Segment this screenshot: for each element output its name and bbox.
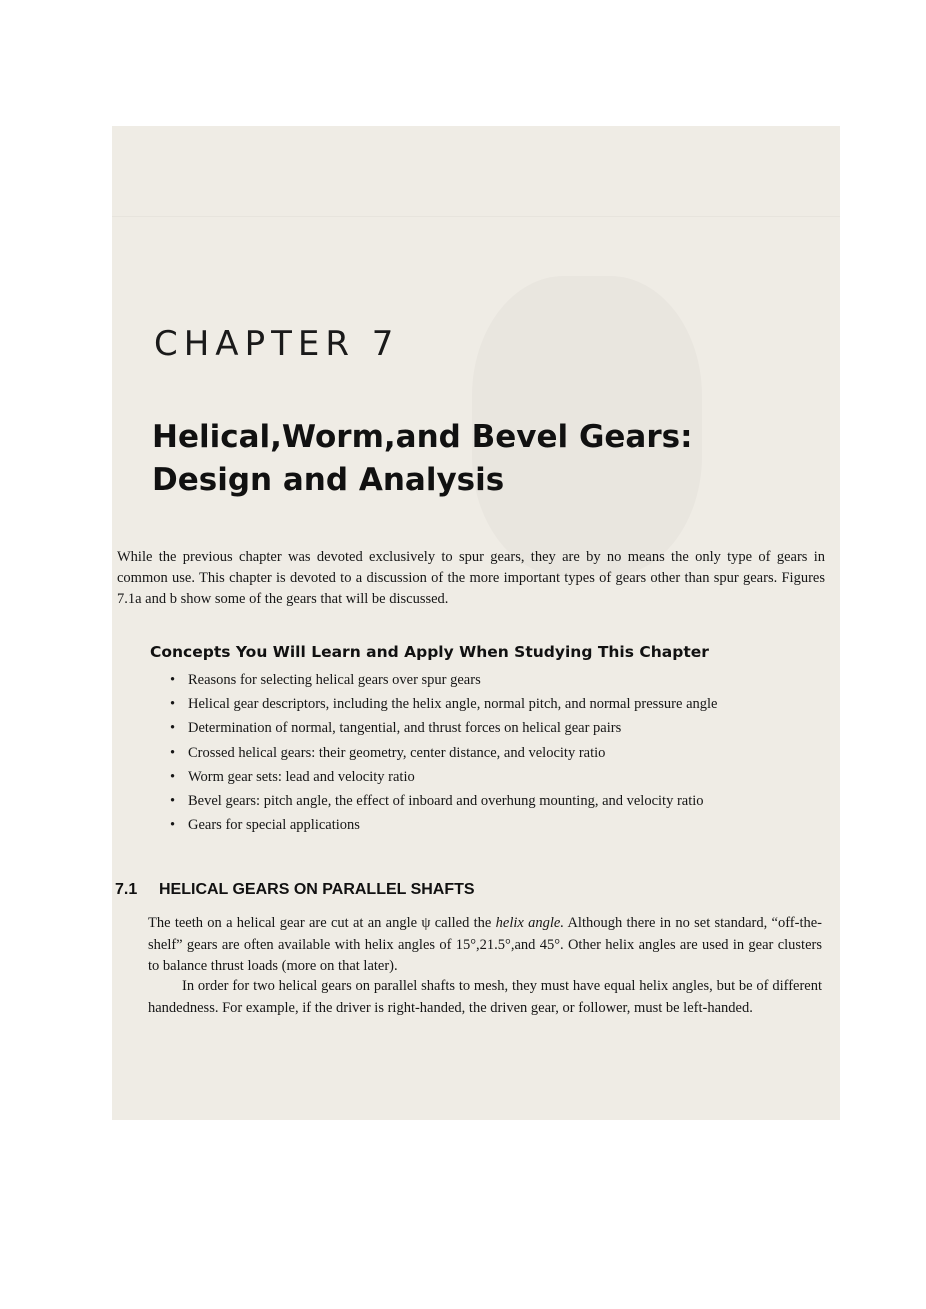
bullet-icon: • <box>170 817 176 834</box>
concepts-list <box>170 670 717 839</box>
chapter-title-line-1: Helical,Worm,and Bevel Gears: <box>152 419 693 455</box>
list-item-text: Gears for special applications <box>188 817 360 834</box>
list-item <box>170 743 717 767</box>
section-paragraph-1 <box>148 913 822 978</box>
bullet-icon: • <box>170 744 176 761</box>
section-title: HELICAL GEARS ON PARALLEL SHAFTS <box>159 881 475 898</box>
list-item-text: Determination of normal, tangential, and thrust forces on helical gear pairs <box>188 720 622 737</box>
paragraph-text: The teeth on a helical gear are cut at an angle ψ called the <box>148 915 496 931</box>
concepts-heading: Concepts You Will Learn and Apply When Studying This Chapter <box>150 643 709 661</box>
bullet-icon: • <box>170 696 176 713</box>
paragraph-text: Although there in no set standard, “off-the-shelf” gears are often available with helix angles of 15°,21.5°,and 45°. Other helix angles are used in gear clusters to balance thrust loads (more on that later). <box>148 915 822 974</box>
bullet-icon: • <box>170 720 176 737</box>
intro-paragraph: While the previous chapter was devoted exclusively to spur gears, they are by no means the only type of gears in common use. This chapter is devoted to a discussion of the more important types of gears other than spur gears. Figures 7.1a and b show some of the gears that will be discussed. <box>117 549 825 607</box>
list-item-text: Crossed helical gears: their geometry, center distance, and velocity ratio <box>188 744 606 761</box>
section-paragraph-2: In order for two helical gears on parallel shafts to mesh, they must have equal helix angles, but be of different handedness. For example, if the driver is right-handed, the driven gear, or follower, must be left-handed. <box>148 978 822 1016</box>
list-item-text: Bevel gears: pitch angle, the effect of inboard and overhung mounting, and velocity ratio <box>188 792 704 809</box>
list-item-text: Worm gear sets: lead and velocity ratio <box>188 768 415 785</box>
section-number: 7.1 <box>115 881 138 898</box>
scanned-page <box>112 126 840 1120</box>
list-item <box>170 767 717 791</box>
helix-angle-term: helix angle. <box>495 915 564 931</box>
list-item <box>170 694 717 718</box>
chapter-title <box>152 416 812 502</box>
chapter-label: CHAPTER 7 <box>154 324 400 364</box>
section-heading <box>115 879 475 901</box>
list-item <box>170 718 717 742</box>
bullet-icon: • <box>170 768 176 785</box>
list-item-text: Helical gear descriptors, including the helix angle, normal pitch, and normal pressure angle <box>188 696 718 713</box>
list-item <box>170 670 717 694</box>
bullet-icon: • <box>170 792 176 809</box>
bullet-icon: • <box>170 672 176 688</box>
show-through-header <box>112 196 840 217</box>
list-item <box>170 815 717 839</box>
list-item-text: Reasons for selecting helical gears over spur gears <box>188 672 481 688</box>
list-item <box>170 791 717 815</box>
chapter-title-line-2: Design and Analysis <box>152 462 505 498</box>
